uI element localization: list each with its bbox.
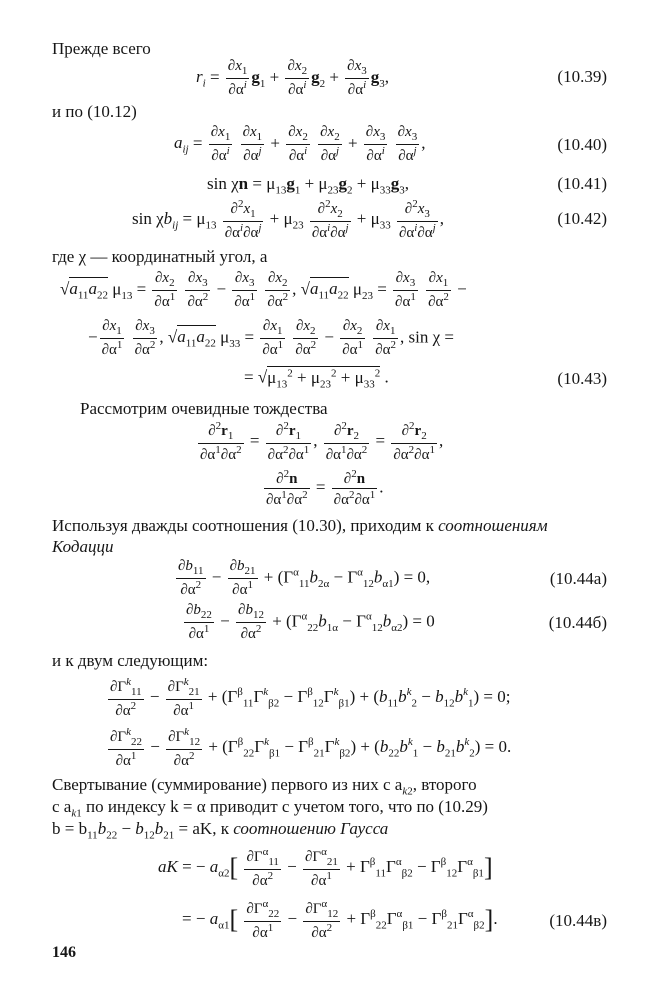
text-intro: Прежде всего [52, 39, 151, 58]
text-identities: Рассмотрим очевидные тождества [80, 399, 328, 418]
equation-10-44v-line2: = − $a_{\alpha 1}$[ $\frac{\partial\Gamma^\alpha_{22}}{\partial\alpha^1}$ − $\frac{\partial\Gamma^\alpha_{12}}{\partial\alpha^2}$ + $\Gamma^\beta_{22}\Gamma^\alpha_{\beta 1} - \Gamma^\beta_{21}\Gamma^\alpha_{\beta 2}$]. [182, 898, 498, 941]
equation-10-41: $\sin \chi n = \mu_{13}g_1 + \mu_{23}g_2 + \mu_{33}g_3$, [207, 174, 409, 197]
eq-number: (10.44а) [549, 569, 607, 588]
identity-n: $\frac{\partial^2n}{\partial\alpha^1\partial\alpha^2}$ = $\frac{\partial^2n}{\partial\alpha^2\partial\alpha^1}$ . [266, 468, 384, 509]
equation-10-42: $\sin \chi b_{ij} = \mu_{13}$ $\frac{\partial^2x_1}{\partial\alpha^i\partial\alpha^j}$ + $\mu_{23}$ $\frac{\partial^2x_2}{\partial\alpha^i\partial\alpha^j}$ + $\mu_{33}$ $\frac{\partial^2x_3}{\partial\alpha^i\partial\alpha^j}$ , [132, 198, 444, 241]
eq-number: (10.41) [557, 174, 607, 193]
equation-10-39: $r_i$ = $\frac{\partial x_1}{\partial\alpha^i}$ $g_1$ + $\frac{\partial x_2}{\partial\alpha^i}$ $g_2$ + $\frac{\partial x_3}{\partial\alpha^i}$ $g_3$, [196, 58, 389, 98]
equation-10-43-line1: $√a_{11}a_{22}$ $\mu_{13}$ = $\frac{\partial x_2}{\partial\alpha^1}$ $\frac{\partial x_3}{\partial\alpha^2}$ − $\frac{\partial x_3}{\partial\alpha^1}$ $\frac{\partial x_2}{\partial\alpha^2}$ , $√a_{11}a_{22}$ $\mu_{23}$ = $\frac{\partial x_3}{\partial\alpha^1}$ $\frac{\partial x_1}{\partial\alpha^2}$ − [60, 270, 467, 310]
equation-following-2: $\frac{\partial\Gamma^k_{22}}{\partial\alpha^1}$ − $\frac{\partial\Gamma^k_{12}}{\partial\alpha^2}$ + $(\Gamma^\beta_{22}\Gamma^k_{\beta 1} - \Gamma^\beta_{21}\Gamma^k_{\beta 2}) + (b_{22}b^k_1 - b_{21}b^k_2) = 0$. [110, 726, 512, 769]
equation-following-1: $\frac{\partial\Gamma^k_{11}}{\partial\alpha^2}$ − $\frac{\partial\Gamma^k_{21}}{\partial\alpha^1}$ + $(\Gamma^\beta_{11}\Gamma^k_{\beta 2} - \Gamma^\beta_{12}\Gamma^k_{\beta 1}) + (b_{11}b^k_2 - b_{12}b^k_1) = 0$; [110, 676, 511, 719]
eq-number: (10.42) [557, 209, 607, 228]
eq-number: (10.40) [557, 135, 607, 154]
equation-10-43-line2: − $\frac{\partial x_1}{\partial\alpha^1}$ $\frac{\partial x_3}{\partial\alpha^2}$ , $√a_{11}a_{22}$ $\mu_{33}$ = $\frac{\partial x_1}{\partial\alpha^1}$ $\frac{\partial x_2}{\partial\alpha^2}$ − $\frac{\partial x_2}{\partial\alpha^1}$ $\frac{\partial x_1}{\partial\alpha^2}$ , sin χ = [88, 318, 455, 358]
text-contraction-2: с $a_{k1}$ по индексу k = α приводит с учетом того, что по (10.29) [52, 797, 488, 820]
equation-10-44a: $\frac{\partial b_{11}}{\partial\alpha^2}$ − $\frac{\partial b_{21}}{\partial\alpha^1}$ + $(\Gamma^\alpha_{11}b_{2\alpha} - \Gamma^\alpha_{12}b_{\alpha 1}) = 0$, [178, 558, 431, 598]
text-contraction-1: Свертывание (суммирование) первого из них с $a_{k2}$, второго [52, 775, 477, 798]
text-contraction-3: $b = b_{11}b_{22} - b_{12}b_{21}$ = aK, к соотношению Гаусса [52, 819, 389, 842]
text-codazzi-name: Кодацци [52, 537, 114, 556]
equation-10-44b: $\frac{\partial b_{22}}{\partial\alpha^1}$ − $\frac{\partial b_{12}}{\partial\alpha^2}$ + $(\Gamma^\alpha_{22}b_{1\alpha} - \Gamma^\alpha_{12}b_{\alpha 2}) = 0$ [186, 602, 435, 642]
text-codazzi-intro: Используя дважды соотношения (10.30), приходим к соотношениям [52, 516, 548, 535]
eq-number: (10.44б) [548, 613, 607, 632]
eq-number: (10.39) [557, 67, 607, 86]
equation-10-40: $a_{ij}$ = $\frac{\partial x_1}{\partial\alpha^i}$ $\frac{\partial x_1}{\partial\alpha^j}$ + $\frac{\partial x_2}{\partial\alpha^i}$ $\frac{\partial x_2}{\partial\alpha^j}$ + $\frac{\partial x_3}{\partial\alpha^i}$ $\frac{\partial x_3}{\partial\alpha^j}$ , [174, 124, 426, 164]
identity-r: $\frac{\partial^2r_1}{\partial\alpha^1\partial\alpha^2}$ = $\frac{\partial^2r_1}{\partial\alpha^2\partial\alpha^1}$ , $\frac{\partial^2r_2}{\partial\alpha^1\partial\alpha^2}$ = $\frac{\partial^2r_2}{\partial\alpha^2\partial\alpha^1}$ , [200, 420, 444, 463]
page-number: 146 [52, 944, 76, 961]
text-coord-angle: где χ — координатный угол, а [52, 247, 268, 266]
eq-number: (10.44в) [549, 911, 607, 930]
text-two-following: и к двум следующим: [52, 651, 209, 670]
equation-10-43-line3: = $√\mu_{13}^2 + \mu_{23}^2 + \mu_{33}^2$ . [244, 367, 389, 391]
equation-10-44v-line1: aK = − $a_{\alpha 2}$[ $\frac{\partial\Gamma^\alpha_{11}}{\partial\alpha^2}$ − $\frac{\partial\Gamma^\alpha_{21}}{\partial\alpha^1}$ + $\Gamma^\beta_{11}\Gamma^\alpha_{\beta 2} - \Gamma^\beta_{12}\Gamma^\alpha_{\beta 1}$] [158, 846, 493, 889]
text-by-10-12: и по (10.12) [52, 102, 137, 121]
eq-number: (10.43) [557, 369, 607, 388]
